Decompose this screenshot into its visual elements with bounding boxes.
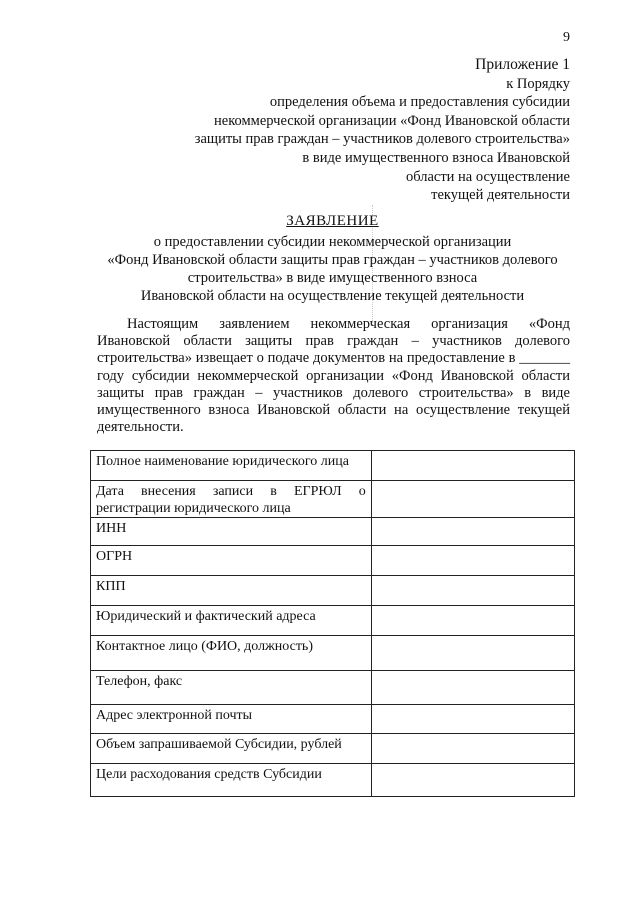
appendix-line: определения объема и предоставления субсидии	[269, 94, 570, 111]
row-value-cell[interactable]	[371, 606, 574, 636]
subtitle-line: Ивановской области на осуществление текущей деятельности	[140, 288, 525, 304]
row-label: Адрес электронной почты	[91, 705, 372, 734]
appendix-title: Приложение 1	[475, 56, 570, 73]
appendix-line: в виде имущественного взноса Ивановской	[302, 149, 570, 166]
application-form-table	[90, 450, 575, 797]
appendix-header	[90, 56, 570, 205]
row-value-cell[interactable]	[371, 481, 574, 518]
row-label: Объем запрашиваемой Субсидии, рублей	[91, 734, 372, 764]
appendix-line: текущей деятельности	[431, 187, 570, 204]
table-row	[91, 451, 575, 481]
appendix-line: к Порядку	[506, 75, 570, 92]
subtitle-line: «Фонд Ивановской области защиты прав граждан – участников долевого	[107, 252, 558, 268]
row-value-cell[interactable]	[371, 764, 574, 797]
statement-body: Настоящим заявлением некоммерческая организация «Фонд Ивановской области защиты прав граждан – участников долевого строительства» извещает о подаче документов на предоставление в _______ году субсидии некоммерческой организации «Фонд Ивановской области защиты прав граждан – участников долевого строительства» в виде имущественного взноса Ивановской области на осуществление текущей деятельности.	[97, 316, 570, 436]
row-value-cell[interactable]	[371, 451, 574, 481]
row-label	[91, 481, 372, 518]
row-value-cell[interactable]	[371, 671, 574, 705]
row-label-line: регистрации юридического лица	[96, 501, 291, 516]
row-label: Телефон, факс	[91, 671, 372, 705]
page-number: 9	[563, 30, 570, 45]
subtitle-line: о предоставлении субсидии некоммерческой организации	[153, 234, 512, 250]
row-label: Полное наименование юридического лица	[91, 451, 372, 481]
row-value-cell[interactable]	[371, 705, 574, 734]
table-row	[91, 576, 575, 606]
table-row	[91, 518, 575, 546]
row-value-cell[interactable]	[371, 636, 574, 671]
row-label: Цели расходования средств Субсидии	[91, 764, 372, 797]
table-row	[91, 671, 575, 705]
row-label: КПП	[91, 576, 372, 606]
row-value-cell[interactable]	[371, 518, 574, 546]
row-value-cell[interactable]	[371, 734, 574, 764]
row-value-cell[interactable]	[371, 546, 574, 576]
table-row	[91, 481, 575, 518]
row-label-line: Дата внесения записи в ЕГРЮЛ о	[96, 484, 366, 499]
table-row	[91, 764, 575, 797]
appendix-line: защиты прав граждан – участников долевого строительства»	[194, 131, 570, 148]
statement-title: ЗАЯВЛЕНИЕ	[286, 213, 379, 229]
table-row	[91, 546, 575, 576]
appendix-line: некоммерческой организации «Фонд Ивановской области	[214, 112, 570, 129]
table-row	[91, 636, 575, 671]
row-value-cell[interactable]	[371, 576, 574, 606]
row-label: Контактное лицо (ФИО, должность)	[91, 636, 372, 671]
statement-subtitle	[90, 233, 575, 305]
table-row	[91, 734, 575, 764]
table-row	[91, 705, 575, 734]
table-row	[91, 606, 575, 636]
appendix-line: области на осуществление	[405, 168, 570, 185]
row-label: ИНН	[91, 518, 372, 546]
row-label: ОГРН	[91, 546, 372, 576]
subtitle-line: строительства» в виде имущественного взноса	[187, 270, 478, 286]
row-label: Юридический и фактический адреса	[91, 606, 372, 636]
